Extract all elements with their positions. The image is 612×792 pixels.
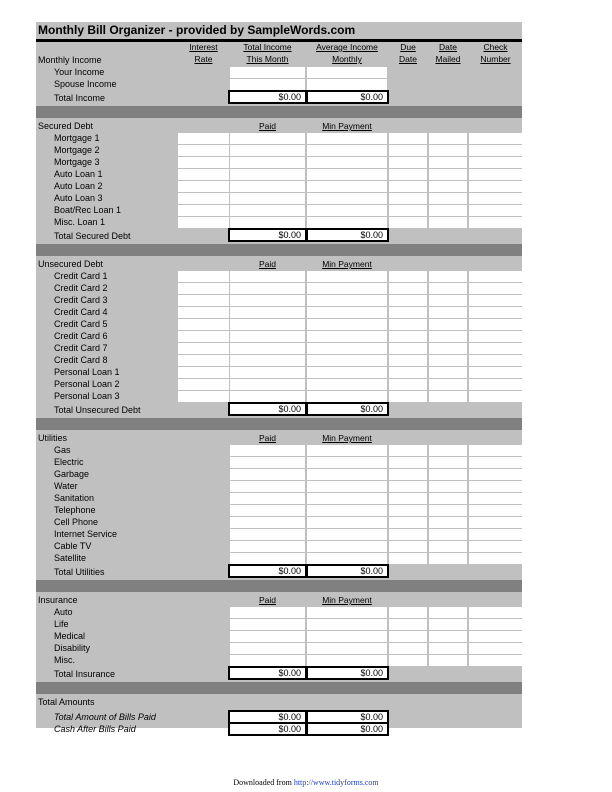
unsecured-due-date-cell[interactable] — [389, 379, 427, 390]
unsecured-check-number-cell[interactable] — [469, 307, 522, 318]
insurance-date-mailed-cell[interactable] — [429, 619, 467, 630]
unsecured-due-date-cell[interactable] — [389, 283, 427, 294]
secured-paid-cell[interactable] — [230, 205, 305, 216]
utilities-paid-cell[interactable] — [230, 517, 305, 528]
unsecured-row-label: Credit Card 5 — [54, 319, 108, 329]
unsecured-min-payment-cell[interactable] — [307, 271, 387, 282]
secured-date-mailed-cell[interactable] — [429, 133, 467, 144]
insurance-min-payment-cell[interactable] — [307, 655, 387, 666]
utilities-min-payment-cell[interactable] — [307, 457, 387, 468]
unsecured-row-label: Credit Card 6 — [54, 331, 108, 341]
unsecured-row-label: Credit Card 7 — [54, 343, 108, 353]
header-due-line1: Due — [400, 42, 416, 52]
insurance-min-payment-cell[interactable] — [307, 607, 387, 618]
totals-row-1-value-2: $0.00 — [360, 712, 383, 722]
utilities-paid-cell[interactable] — [230, 553, 305, 564]
secured-interest-cell[interactable] — [178, 133, 229, 144]
secured-row-label: Misc. Loan 1 — [54, 217, 106, 227]
unsecured-min-payment-cell[interactable] — [307, 295, 387, 306]
unsecured-interest-cell[interactable] — [178, 271, 229, 282]
income-section-label: Monthly Income — [38, 55, 102, 65]
utilities-section-label: Utilities — [38, 433, 68, 443]
insurance-due-date-cell[interactable] — [389, 655, 427, 666]
secured-min-payment-cell[interactable] — [307, 145, 387, 156]
unsecured-date-mailed-cell[interactable] — [429, 271, 467, 282]
insurance-check-number-cell[interactable] — [469, 619, 522, 630]
utilities-paid-cell[interactable] — [230, 481, 305, 492]
insurance-row-label: Auto — [54, 607, 73, 617]
secured-min-payment-cell[interactable] — [307, 169, 387, 180]
secured-row-label: Auto Loan 1 — [54, 169, 103, 179]
utilities-row-label: Gas — [54, 445, 71, 455]
secured-header-paid: Paid — [258, 121, 276, 131]
income-total-label: Total Income — [54, 93, 106, 103]
unsecured-min-payment-cell[interactable] — [307, 307, 387, 318]
unsecured-row-label: Personal Loan 3 — [54, 391, 120, 401]
secured-check-number-cell[interactable] — [469, 193, 522, 204]
utilities-min-payment-cell[interactable] — [307, 517, 387, 528]
utilities-paid-cell[interactable] — [230, 445, 305, 456]
unsecured-due-date-cell[interactable] — [389, 355, 427, 366]
insurance-check-number-cell[interactable] — [469, 655, 522, 666]
secured-interest-cell[interactable] — [178, 193, 229, 204]
unsecured-total-value-2: $0.00 — [360, 404, 383, 414]
utilities-row-label: Garbage — [54, 469, 90, 479]
unsecured-check-number-cell[interactable] — [469, 343, 522, 354]
utilities-due-date-cell[interactable] — [389, 505, 427, 516]
unsecured-row-label: Credit Card 8 — [54, 355, 108, 365]
insurance-section-label: Insurance — [38, 595, 78, 605]
unsecured-due-date-cell[interactable] — [389, 295, 427, 306]
totals-section-label: Total Amounts — [38, 697, 95, 707]
unsecured-total-value-1: $0.00 — [278, 404, 301, 414]
income-total-cell[interactable] — [230, 67, 305, 78]
header-interest-line2: Rate — [194, 54, 213, 64]
utilities-check-number-cell[interactable] — [469, 529, 522, 540]
utilities-due-date-cell[interactable] — [389, 445, 427, 456]
secured-check-number-cell[interactable] — [469, 217, 522, 228]
insurance-due-date-cell[interactable] — [389, 607, 427, 618]
totals-row-label: Cash After Bills Paid — [54, 724, 136, 734]
utilities-row-label: Sanitation — [54, 493, 95, 503]
unsecured-header-paid: Paid — [258, 259, 276, 269]
secured-paid-cell[interactable] — [230, 181, 305, 192]
unsecured-interest-cell[interactable] — [178, 331, 229, 342]
utilities-date-mailed-cell[interactable] — [429, 481, 467, 492]
secured-min-payment-cell[interactable] — [307, 205, 387, 216]
unsecured-date-mailed-cell[interactable] — [429, 379, 467, 390]
secured-interest-cell[interactable] — [178, 205, 229, 216]
utilities-due-date-cell[interactable] — [389, 469, 427, 480]
unsecured-due-date-cell[interactable] — [389, 271, 427, 282]
unsecured-paid-cell[interactable] — [230, 307, 305, 318]
unsecured-interest-cell[interactable] — [178, 379, 229, 390]
unsecured-paid-cell[interactable] — [230, 391, 305, 402]
section-separator — [36, 106, 522, 118]
unsecured-min-payment-cell[interactable] — [307, 391, 387, 402]
unsecured-paid-cell[interactable] — [230, 343, 305, 354]
unsecured-check-number-cell[interactable] — [469, 331, 522, 342]
utilities-paid-cell[interactable] — [230, 505, 305, 516]
unsecured-paid-cell[interactable] — [230, 331, 305, 342]
secured-date-mailed-cell[interactable] — [429, 193, 467, 204]
header-due-line2: Date — [399, 54, 417, 64]
unsecured-paid-cell[interactable] — [230, 367, 305, 378]
footer — [0, 778, 612, 787]
unsecured-date-mailed-cell[interactable] — [429, 283, 467, 294]
unsecured-check-number-cell[interactable] — [469, 367, 522, 378]
unsecured-date-mailed-cell[interactable] — [429, 331, 467, 342]
secured-check-number-cell[interactable] — [469, 181, 522, 192]
unsecured-paid-cell[interactable] — [230, 295, 305, 306]
income-average-cell[interactable] — [307, 79, 387, 90]
header-mailed-line1: Date — [439, 42, 457, 52]
insurance-date-mailed-cell[interactable] — [429, 631, 467, 642]
section-separator — [36, 418, 522, 430]
insurance-header-paid: Paid — [258, 595, 276, 605]
secured-interest-cell[interactable] — [178, 157, 229, 168]
insurance-paid-cell[interactable] — [230, 607, 305, 618]
insurance-total-value-1: $0.00 — [278, 668, 301, 678]
unsecured-date-mailed-cell[interactable] — [429, 355, 467, 366]
unsecured-due-date-cell[interactable] — [389, 367, 427, 378]
unsecured-row-label: Credit Card 4 — [54, 307, 108, 317]
secured-interest-cell[interactable] — [178, 169, 229, 180]
unsecured-date-mailed-cell[interactable] — [429, 343, 467, 354]
unsecured-date-mailed-cell[interactable] — [429, 367, 467, 378]
income-row-label: Spouse Income — [54, 79, 117, 89]
secured-min-payment-cell[interactable] — [307, 193, 387, 204]
insurance-header-min-payment: Min Payment — [322, 595, 372, 605]
insurance-date-mailed-cell[interactable] — [429, 643, 467, 654]
unsecured-paid-cell[interactable] — [230, 271, 305, 282]
utilities-due-date-cell[interactable] — [389, 457, 427, 468]
utilities-check-number-cell[interactable] — [469, 541, 522, 552]
section-separator — [36, 580, 522, 592]
utilities-row-label: Telephone — [54, 505, 96, 515]
unsecured-due-date-cell[interactable] — [389, 319, 427, 330]
utilities-row-label: Satellite — [54, 553, 87, 563]
insurance-min-payment-cell[interactable] — [307, 619, 387, 630]
unsecured-total-label: Total Unsecured Debt — [54, 405, 141, 415]
utilities-min-payment-cell[interactable] — [307, 505, 387, 516]
unsecured-date-mailed-cell[interactable] — [429, 295, 467, 306]
unsecured-due-date-cell[interactable] — [389, 307, 427, 318]
income-total-value-1: $0.00 — [278, 92, 301, 102]
utilities-date-mailed-cell[interactable] — [429, 553, 467, 564]
insurance-check-number-cell[interactable] — [469, 631, 522, 642]
unsecured-section-label: Unsecured Debt — [38, 259, 104, 269]
insurance-total-value-2: $0.00 — [360, 668, 383, 678]
utilities-paid-cell[interactable] — [230, 457, 305, 468]
footer-prefix: Downloaded from — [233, 778, 292, 787]
secured-date-mailed-cell[interactable] — [429, 169, 467, 180]
unsecured-interest-cell[interactable] — [178, 295, 229, 306]
secured-row-label: Auto Loan 2 — [54, 181, 103, 191]
utilities-due-date-cell[interactable] — [389, 481, 427, 492]
unsecured-due-date-cell[interactable] — [389, 331, 427, 342]
unsecured-min-payment-cell[interactable] — [307, 379, 387, 390]
utilities-row-label: Electric — [54, 457, 84, 467]
secured-min-payment-cell[interactable] — [307, 157, 387, 168]
unsecured-paid-cell[interactable] — [230, 319, 305, 330]
section-separator — [36, 682, 522, 694]
utilities-check-number-cell[interactable] — [469, 481, 522, 492]
secured-check-number-cell[interactable] — [469, 169, 522, 180]
secured-due-date-cell[interactable] — [389, 133, 427, 144]
utilities-check-number-cell[interactable] — [469, 457, 522, 468]
insurance-paid-cell[interactable] — [230, 619, 305, 630]
footer-link[interactable]: http://www.tidyforms.com — [293, 778, 379, 787]
secured-interest-cell[interactable] — [178, 181, 229, 192]
secured-check-number-cell[interactable] — [469, 205, 522, 216]
totals-row-1-value-1: $0.00 — [278, 712, 301, 722]
secured-min-payment-cell[interactable] — [307, 181, 387, 192]
utilities-paid-cell[interactable] — [230, 493, 305, 504]
unsecured-row-label: Credit Card 2 — [54, 283, 108, 293]
utilities-total-value-1: $0.00 — [278, 566, 301, 576]
insurance-due-date-cell[interactable] — [389, 631, 427, 642]
unsecured-due-date-cell[interactable] — [389, 343, 427, 354]
unsecured-interest-cell[interactable] — [178, 343, 229, 354]
utilities-check-number-cell[interactable] — [469, 493, 522, 504]
unsecured-check-number-cell[interactable] — [469, 319, 522, 330]
utilities-check-number-cell[interactable] — [469, 445, 522, 456]
unsecured-row-label: Credit Card 1 — [54, 271, 108, 281]
insurance-paid-cell[interactable] — [230, 631, 305, 642]
secured-row-label: Mortgage 2 — [54, 145, 100, 155]
unsecured-interest-cell[interactable] — [178, 283, 229, 294]
insurance-check-number-cell[interactable] — [469, 643, 522, 654]
unsecured-paid-cell[interactable] — [230, 379, 305, 390]
utilities-min-payment-cell[interactable] — [307, 445, 387, 456]
header-total-income-line1: Total Income — [243, 42, 292, 52]
header-check-line2: Number — [480, 54, 511, 64]
unsecured-row-label: Personal Loan 2 — [54, 379, 120, 389]
insurance-check-number-cell[interactable] — [469, 607, 522, 618]
utilities-check-number-cell[interactable] — [469, 505, 522, 516]
header-total-income-line2: This Month — [246, 54, 289, 64]
utilities-due-date-cell[interactable] — [389, 553, 427, 564]
secured-interest-cell[interactable] — [178, 145, 229, 156]
insurance-due-date-cell[interactable] — [389, 619, 427, 630]
utilities-date-mailed-cell[interactable] — [429, 517, 467, 528]
secured-paid-cell[interactable] — [230, 169, 305, 180]
bill-organizer-sheet — [36, 22, 522, 734]
utilities-date-mailed-cell[interactable] — [429, 469, 467, 480]
insurance-due-date-cell[interactable] — [389, 643, 427, 654]
secured-check-number-cell[interactable] — [469, 145, 522, 156]
totals-row-2-value-1: $0.00 — [278, 724, 301, 734]
unsecured-min-payment-cell[interactable] — [307, 367, 387, 378]
unsecured-paid-cell[interactable] — [230, 355, 305, 366]
utilities-total-value-2: $0.00 — [360, 566, 383, 576]
utilities-row-label: Internet Service — [54, 529, 118, 539]
secured-section-label: Secured Debt — [38, 121, 94, 131]
unsecured-check-number-cell[interactable] — [469, 379, 522, 390]
secured-date-mailed-cell[interactable] — [429, 205, 467, 216]
totals-row-2-value-2: $0.00 — [360, 724, 383, 734]
secured-paid-cell[interactable] — [230, 193, 305, 204]
utilities-paid-cell[interactable] — [230, 541, 305, 552]
utilities-due-date-cell[interactable] — [389, 529, 427, 540]
page-title: Monthly Bill Organizer - provided by SampleWords.com — [38, 23, 356, 37]
unsecured-interest-cell[interactable] — [178, 391, 229, 402]
insurance-row-label: Life — [54, 619, 69, 629]
header-interest-line1: Interest — [189, 42, 218, 52]
utilities-paid-cell[interactable] — [230, 469, 305, 480]
secured-row-label: Auto Loan 3 — [54, 193, 103, 203]
unsecured-date-mailed-cell[interactable] — [429, 391, 467, 402]
utilities-date-mailed-cell[interactable] — [429, 529, 467, 540]
utilities-header-min-payment: Min Payment — [322, 433, 372, 443]
header-mailed-line2: Mailed — [435, 54, 461, 64]
utilities-due-date-cell[interactable] — [389, 517, 427, 528]
insurance-min-payment-cell[interactable] — [307, 643, 387, 654]
unsecured-check-number-cell[interactable] — [469, 271, 522, 282]
secured-total-value-1: $0.00 — [278, 230, 301, 240]
unsecured-min-payment-cell[interactable] — [307, 343, 387, 354]
secured-check-number-cell[interactable] — [469, 157, 522, 168]
utilities-row-label: Water — [54, 481, 78, 491]
secured-due-date-cell[interactable] — [389, 205, 427, 216]
secured-paid-cell[interactable] — [230, 133, 305, 144]
utilities-check-number-cell[interactable] — [469, 553, 522, 564]
insurance-row-label: Medical — [54, 631, 86, 641]
utilities-min-payment-cell[interactable] — [307, 469, 387, 480]
unsecured-check-number-cell[interactable] — [469, 295, 522, 306]
secured-min-payment-cell[interactable] — [307, 133, 387, 144]
secured-paid-cell[interactable] — [230, 145, 305, 156]
unsecured-interest-cell[interactable] — [178, 367, 229, 378]
utilities-row-label: Cell Phone — [54, 517, 99, 527]
secured-paid-cell[interactable] — [230, 217, 305, 228]
utilities-paid-cell[interactable] — [230, 529, 305, 540]
header-average-income-line2: Monthly — [332, 54, 362, 64]
unsecured-interest-cell[interactable] — [178, 319, 229, 330]
insurance-paid-cell[interactable] — [230, 655, 305, 666]
secured-row-label: Boat/Rec Loan 1 — [54, 205, 122, 215]
insurance-date-mailed-cell[interactable] — [429, 607, 467, 618]
income-total-cell[interactable] — [230, 79, 305, 90]
secured-date-mailed-cell[interactable] — [429, 145, 467, 156]
section-separator — [36, 244, 522, 256]
totals-row-label: Total Amount of Bills Paid — [54, 712, 156, 722]
unsecured-due-date-cell[interactable] — [389, 391, 427, 402]
insurance-paid-cell[interactable] — [230, 643, 305, 654]
secured-paid-cell[interactable] — [230, 157, 305, 168]
insurance-row-label: Misc. — [54, 655, 75, 665]
utilities-min-payment-cell[interactable] — [307, 481, 387, 492]
unsecured-header-min-payment: Min Payment — [322, 259, 372, 269]
utilities-min-payment-cell[interactable] — [307, 553, 387, 564]
unsecured-paid-cell[interactable] — [230, 283, 305, 294]
utilities-check-number-cell[interactable] — [469, 517, 522, 528]
secured-date-mailed-cell[interactable] — [429, 181, 467, 192]
unsecured-check-number-cell[interactable] — [469, 355, 522, 366]
secured-due-date-cell[interactable] — [389, 169, 427, 180]
utilities-date-mailed-cell[interactable] — [429, 505, 467, 516]
unsecured-interest-cell[interactable] — [178, 307, 229, 318]
secured-check-number-cell[interactable] — [469, 133, 522, 144]
unsecured-row-label: Personal Loan 1 — [54, 367, 120, 377]
utilities-date-mailed-cell[interactable] — [429, 457, 467, 468]
secured-date-mailed-cell[interactable] — [429, 157, 467, 168]
secured-due-date-cell[interactable] — [389, 193, 427, 204]
header-average-income-line1: Average Income — [316, 42, 378, 52]
secured-due-date-cell[interactable] — [389, 157, 427, 168]
utilities-date-mailed-cell[interactable] — [429, 541, 467, 552]
income-average-cell[interactable] — [307, 67, 387, 78]
unsecured-interest-cell[interactable] — [178, 355, 229, 366]
unsecured-check-number-cell[interactable] — [469, 391, 522, 402]
unsecured-date-mailed-cell[interactable] — [429, 307, 467, 318]
unsecured-check-number-cell[interactable] — [469, 283, 522, 294]
income-total-value-2: $0.00 — [360, 92, 383, 102]
unsecured-date-mailed-cell[interactable] — [429, 319, 467, 330]
insurance-row-label: Disability — [54, 643, 91, 653]
utilities-min-payment-cell[interactable] — [307, 541, 387, 552]
unsecured-min-payment-cell[interactable] — [307, 355, 387, 366]
insurance-date-mailed-cell[interactable] — [429, 655, 467, 666]
header-check-line1: Check — [483, 42, 508, 52]
secured-due-date-cell[interactable] — [389, 181, 427, 192]
utilities-check-number-cell[interactable] — [469, 469, 522, 480]
utilities-header-paid: Paid — [258, 433, 276, 443]
utilities-min-payment-cell[interactable] — [307, 529, 387, 540]
unsecured-min-payment-cell[interactable] — [307, 283, 387, 294]
utilities-min-payment-cell[interactable] — [307, 493, 387, 504]
secured-total-label: Total Secured Debt — [54, 231, 131, 241]
unsecured-row-label: Credit Card 3 — [54, 295, 108, 305]
insurance-total-label: Total Insurance — [54, 669, 116, 679]
unsecured-min-payment-cell[interactable] — [307, 319, 387, 330]
secured-due-date-cell[interactable] — [389, 217, 427, 228]
secured-min-payment-cell[interactable] — [307, 217, 387, 228]
secured-row-label: Mortgage 1 — [54, 133, 100, 143]
unsecured-min-payment-cell[interactable] — [307, 331, 387, 342]
utilities-due-date-cell[interactable] — [389, 493, 427, 504]
secured-row-label: Mortgage 3 — [54, 157, 100, 167]
income-row-label: Your Income — [54, 67, 105, 77]
secured-header-min-payment: Min Payment — [322, 121, 372, 131]
insurance-min-payment-cell[interactable] — [307, 631, 387, 642]
utilities-due-date-cell[interactable] — [389, 541, 427, 552]
utilities-row-label: Cable TV — [54, 541, 92, 551]
secured-date-mailed-cell[interactable] — [429, 217, 467, 228]
secured-total-value-2: $0.00 — [360, 230, 383, 240]
utilities-date-mailed-cell[interactable] — [429, 493, 467, 504]
secured-due-date-cell[interactable] — [389, 145, 427, 156]
secured-interest-cell[interactable] — [178, 217, 229, 228]
utilities-date-mailed-cell[interactable] — [429, 445, 467, 456]
utilities-total-label: Total Utilities — [54, 567, 105, 577]
